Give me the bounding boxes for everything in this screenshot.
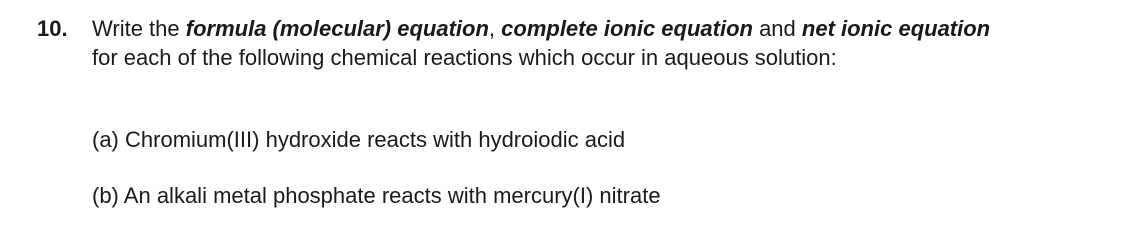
part-a-text: Chromium(III) hydroxide reacts with hydroiodic acid [125,127,626,152]
prompt-line-2: for each of the following chemical reactions which occur in aqueous solution: [92,45,837,70]
prompt-separator-2: and [752,16,802,41]
part-b-label: (b) [92,183,119,208]
part-a [92,126,625,154]
term-complete-ionic-equation: complete ionic equation [501,16,753,41]
term-net-ionic-equation: net ionic equation [801,16,991,41]
prompt-line-1 [92,15,990,43]
question-number: 10. [37,16,68,41]
prompt-separator-1: , [488,16,502,41]
part-b [92,182,661,210]
prompt-intro-text: Write the [92,16,186,41]
part-a-label: (a) [92,127,119,152]
part-b-text: An alkali metal phosphate reacts with mercury(I) nitrate [123,183,661,208]
term-formula-equation: formula (molecular) equation [185,16,489,41]
